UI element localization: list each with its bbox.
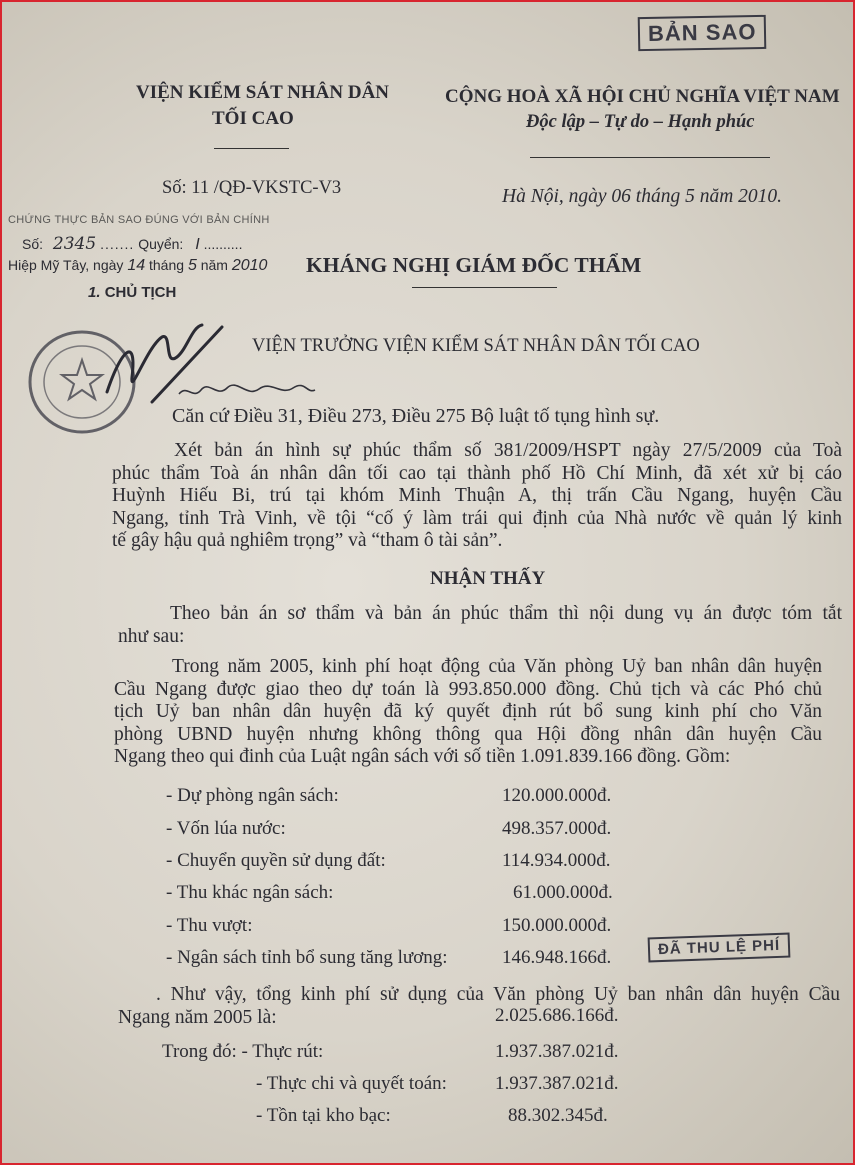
certification-signer [88,284,176,301]
item-value: 61.000.000đ. [513,882,613,903]
issuer-line1: VIỆN KIỂM SÁT NHÂN DÂN [136,82,390,103]
document-title: KHÁNG NGHỊ GIÁM ĐỐC THẨM [306,253,642,277]
legal-basis: Căn cứ Điều 31, Điều 273, Điều 275 Bộ luật tố tụng hình sự. [172,405,660,427]
paragraph-line: Theo bản án sơ thẩm và bản án phúc thẩm thì nội dung vụ án được tóm tắt [170,603,842,624]
copy-stamp: BẢN SAO [638,15,767,51]
paragraph-summary-intro [118,603,842,648]
fee-paid-stamp: ĐÃ THU LỆ PHÍ [648,933,791,963]
paragraph-line: phúc thẩm Toà án nhân dân tối cao tại thành phố Hồ Chí Minh, đã xét xử bị cáo [112,462,842,484]
title-underline [412,287,557,288]
cert-so-label: Số: [22,236,44,252]
item-label: - Ngân sách tỉnh bổ sung tăng lương: [166,947,448,968]
item-label: - Thu khác ngân sách: [166,882,334,903]
item-label: - Vốn lúa nước: [166,818,286,839]
breakdown-value: 1.937.387.021đ. [495,1073,619,1094]
authority: VIỆN TRƯỞNG VIỆN KIỂM SÁT NHÂN DÂN TỐI CAO [252,336,700,356]
cert-month: 5 [187,257,197,274]
breakdown-value: 88.302.345đ. [508,1105,608,1126]
cert-day: 14 [127,257,146,274]
paragraph-budget [114,656,822,769]
section-heading: NHẬN THẤY [430,568,546,589]
paragraph-line: tịch Uỷ ban nhân dân huyện đã ký quyết định rút bổ sung kinh phí cho Văn [114,701,822,722]
issuer-line2: TỐI CAO [212,108,294,129]
cert-year: 2010 [231,257,268,274]
place-date: Hà Nội, ngày 06 tháng 5 năm 2010. [502,186,783,207]
certification-number-row: Số: 2345 ....... Quyển: I .......... [22,234,243,254]
paragraph-line: Ngang, tỉnh Trà Vinh, về tội “cố ý làm trái qui định của Nhà nước về quản lý kinh [112,507,842,529]
cert-place-label: Hiệp Mỹ Tây, ngày [8,257,124,273]
paragraph-line: như sau: [118,625,185,647]
paragraph-line: phòng UBND huyện nhưng không thông qua Hội đồng nhân dân huyện Cầu [114,723,822,745]
issuer-underline [214,148,289,149]
item-label: - Thu vượt: [166,915,253,936]
cert-quyen-label: Quyển: [138,236,184,252]
signer-name-scribble-icon [177,380,317,404]
total-value: 2.025.686.166đ. [495,1005,619,1026]
paragraph-line: Huỳnh Hiếu Bi, trú tại khóm Minh Thuận A, thị trấn Cầu Ngang, huyện Cầu [112,485,842,506]
paragraph-line: Xét bản án hình sự phúc thẩm số 381/2009/HSPT ngày 27/5/2009 của Toà [174,440,842,461]
breakdown-label: - Thực chi và quyết toán: [256,1073,447,1094]
paragraph-review [112,440,842,553]
cert-quyen-value: I [195,236,200,253]
breakdown-value: 1.937.387.021đ. [495,1041,619,1062]
cert-month-label: tháng [149,257,185,273]
paragraph-line: Ngang theo qui đinh của Luật ngân sách với số tiền 1.091.839.166 đồng. Gồm: [114,746,731,767]
paragraph-total [118,984,840,1029]
item-value: 150.000.000đ. [502,915,612,936]
doc-number: Số: 11 /QĐ-VKSTC-V3 [162,178,342,198]
breakdown-label: - Tồn tại kho bạc: [256,1105,391,1126]
paragraph-line: . Như vậy, tổng kinh phí sử dụng của Văn phòng Uỷ ban nhân dân huyện Cầu [156,984,840,1005]
certification-header: CHỨNG THỰC BẢN SAO ĐÚNG VỚI BẢN CHÍNH [8,214,270,226]
item-label: - Dự phòng ngân sách: [166,785,339,806]
republic-line2: Độc lập – Tự do – Hạnh phúc [526,112,755,132]
certification-date-row [8,257,267,275]
item-value: 146.948.166đ. [502,947,612,968]
item-value: 498.357.000đ. [502,818,612,839]
cert-year-label: năm [200,257,228,273]
item-value: 114.934.000đ. [502,850,611,871]
paragraph-line: tế gây hậu quả nghiêm trọng” và “tham ô tài sản”. [112,530,503,551]
item-value: 120.000.000đ. [502,785,612,806]
item-label: - Chuyển quyền sử dụng đất: [166,850,386,871]
breakdown-label: Trong đó: - Thực rút: [162,1041,324,1062]
cert-signer-mark: 1. [88,284,101,301]
cert-so-value: 2345 [52,234,97,254]
paragraph-line: Ngang năm 2005 là: [118,1006,277,1028]
republic-line1: CỘNG HOÀ XÃ HỘI CHỦ NGHĨA VIỆT NAM [445,86,840,107]
republic-underline [530,157,770,158]
cert-signer: CHỦ TỊCH [104,284,177,301]
paragraph-line: Trong năm 2005, kinh phí hoạt động của Văn phòng Uỷ ban nhân dân huyện [172,656,822,677]
paragraph-line: Cầu Ngang được giao theo dự toán là 993.850.000 đồng. Chủ tịch và các Phó chủ [114,678,822,700]
